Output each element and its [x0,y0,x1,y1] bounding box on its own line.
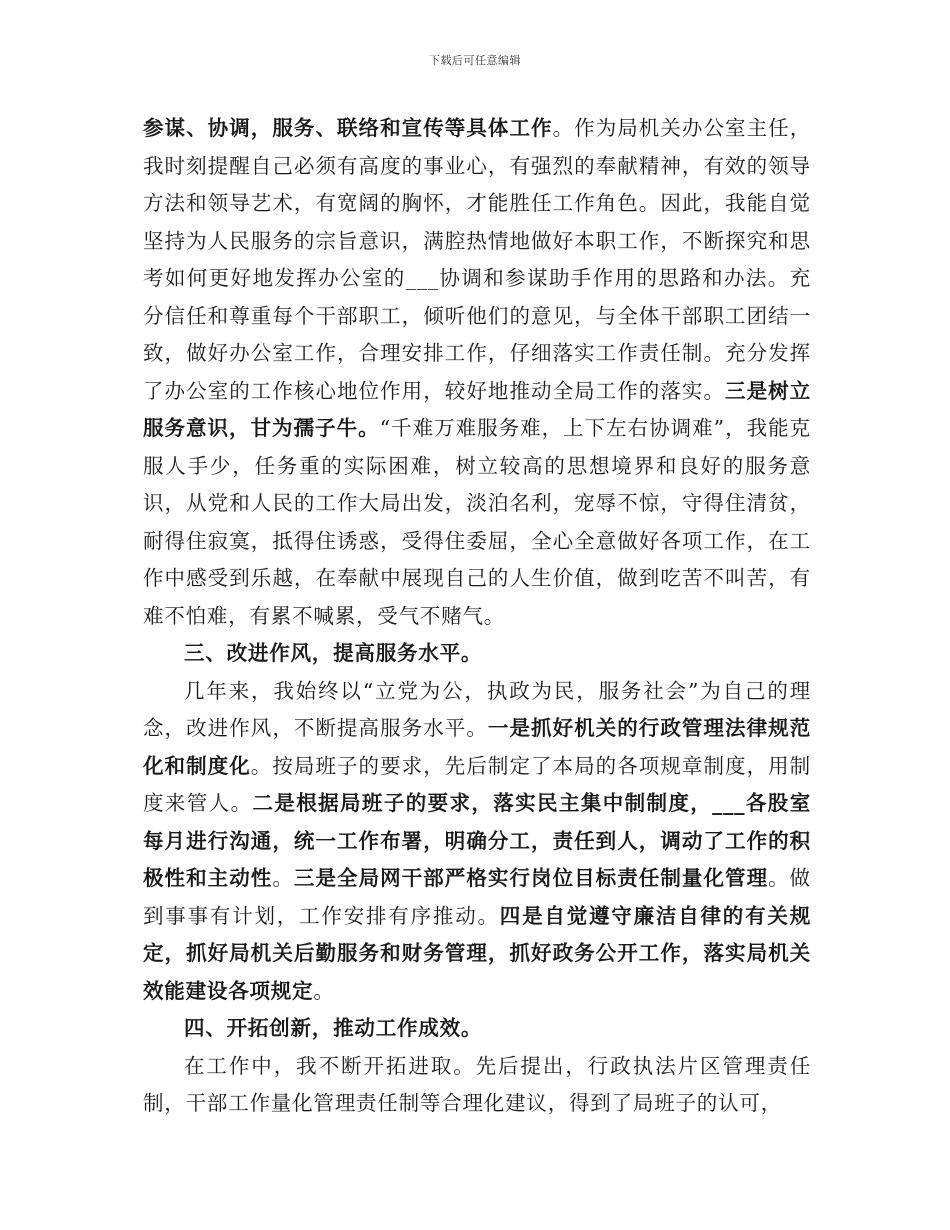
bold-phrase: 参谋、协调，服务、联络和宣传等具体工作 [143,116,553,140]
paragraph-text: 。按局班子的要求，先后制定了本局的各项规章制度，用制度来管人。 [143,753,811,815]
section-heading-3: 三、改进作风，提高服务水平。 [184,641,483,665]
bold-phrase: 一是抓好机关的行政管理法律规范化和制度化 [143,716,811,778]
paragraph-text: 。 [313,978,335,1003]
paragraph-work-style [143,673,811,1011]
paragraph-text: 几年来，我始终以“立党为公，执政为民，服务社会”为自己的理念，改进作风，不断提高服务水平。 [143,678,811,740]
paragraph-text: “千难万难服务难，上下左右协调难”，我能克服人手少，任务重的实际困难，树立较高的思想境界和良好的服务意识，从党和人民的工作大局出发，淡泊名利，宠辱不惊，守得住清贫，耐得住寂寞，抵得住诱惑，受得住委屈，全心全意做好各项工作，在工作中感受到乐越，在奉献中展现自己的人生价值，做到吃苦不叫苦，有难不怕难，有累不喊累，受气不赌气。 [143,416,811,628]
page-header-note: 下载后可任意编辑 [429,54,521,67]
paragraph-office-duties [143,110,811,635]
paragraph-text: 。 [272,866,294,890]
document-body [143,110,811,1123]
bold-phrase: 四是自觉遵守廉洁自律的有关规定，抓好局机关后勤服务和财务管理，抓好政务公开工作，落实局机关效能建设各项规定 [143,903,811,1003]
bold-phrase: 三是全局网干部严格实行岗位目标责任制量化管理 [293,866,769,890]
paragraph-text: 。做到事事有计划，工作安排有序推动。 [143,866,811,928]
paragraph-text: 。作为局机关办公室主任，我时刻提醒自己必须有高度的事业心，有强烈的奉献精神，有效的领导方法和领导艺术，有宽阔的胸怀，才能胜任工作角色。因此，我能自觉坚持为人民服务的宗旨意识，满腔热情地做好本职工作，不断探究和思考如何更好地发挥办公室的___协调和参谋助手作用的思路和办法。充分信任和尊重每个干部职工，倾听他们的意见，与全体干部职工团结一致，做好办公室工作，合理安排工作，仔细落实工作责任制。充分发挥了办公室的工作核心地位作用，较好地推动全局工作的落实。 [143,116,811,403]
bold-phrase: 二是根据局班子的要求，落实民主集中制制度，___各股室每月进行沟通，统一工作布署，明确分工，责任到人，调动了工作的积极性和主动性 [143,791,812,890]
section-heading-4: 四、开拓创新，推动工作成效。 [184,1016,483,1040]
bold-phrase: 三是树立服务意识，甘为孺子牛。 [143,378,811,440]
paragraph-text: 在工作中，我不断开拓进取。先后提出，行政执法片区管理责任制，干部工作量化管理责任制等合理化建议，得到了局班子的认可， [143,1053,811,1115]
paragraph-innovation [143,1048,811,1123]
